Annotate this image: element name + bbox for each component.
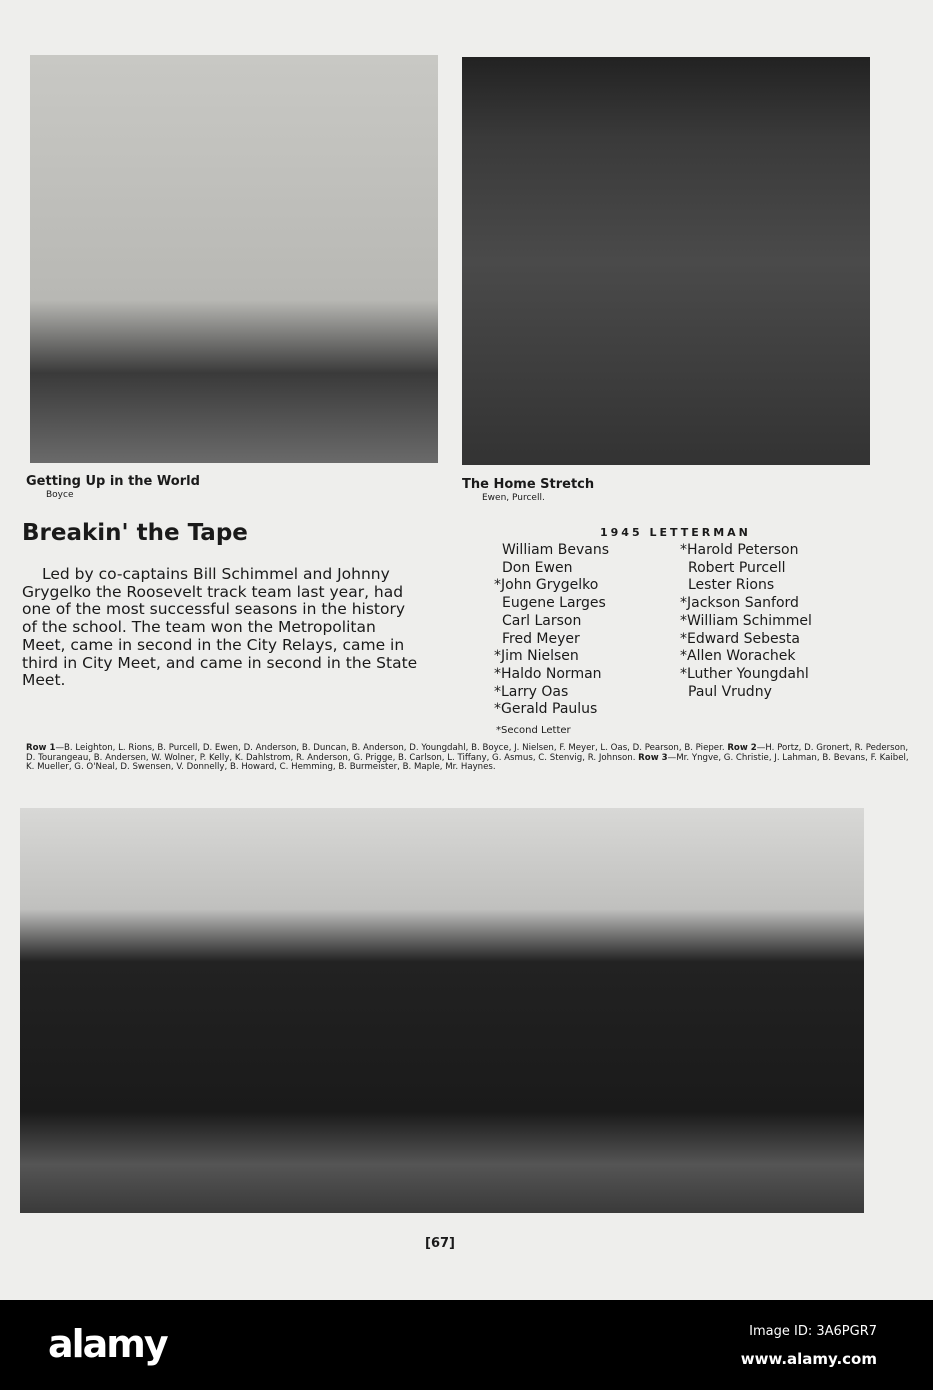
letterman-name: *William Schimmel [680, 612, 812, 629]
letterman-name: *Luther Youngdahl [680, 665, 809, 682]
letterman-name: *Edward Sebesta [680, 630, 800, 647]
row-names: —Mr. Yngve, G. Christie, J. Lahman, B. Bevans, F. Kaibel, K. Mueller, G. O'Neal, D. Swensen, V. Donnelly, B. Howard, C. Hemming, B. Burmeister, B. Maple, Mr. Haynes. [26, 752, 909, 772]
home-stretch-photo [462, 57, 870, 465]
letterman-name: *Allen Worachek [680, 648, 796, 665]
photo-credit: Ewen, Purcell. [482, 493, 545, 503]
letterman-name: *Larry Oas [494, 683, 569, 700]
letterman-name: *Harold Peterson [680, 542, 799, 558]
image-id: Image ID: 3A6PGR7 [749, 1324, 877, 1339]
article-body: Led by co-captains Bill Schimmel and Johnny Grygelko the Roosevelt track team last year, had one of the most successful seasons in the history of the school. The team won the Metropolitan Meet, came in second in the City Relays, came in third in City Meet, and came in second in the State Meet. [22, 565, 418, 690]
letterman-column-1 [490, 542, 609, 719]
photo-caption: Getting Up in the World [26, 474, 200, 489]
article-title: Breakin' the Tape [22, 520, 248, 546]
letterman-column-2 [680, 542, 812, 701]
letterman-name: *Jackson Sanford [680, 595, 799, 612]
watermark-strip [0, 1300, 933, 1390]
letterman-name: Lester Rions [688, 577, 775, 594]
letterman-name: William Bevans [502, 542, 610, 558]
alamy-logo: alamy [48, 1322, 167, 1366]
row-label: Row 2 [727, 743, 757, 753]
page-number: [67] [425, 1236, 455, 1251]
letterman-name: Eugene Larges [502, 595, 606, 612]
letterman-name: *Haldo Norman [494, 665, 602, 682]
letterman-name: Paul Vrudny [688, 683, 772, 700]
row-names: —B. Leighton, L. Rions, B. Purcell, D. Ewen, D. Anderson, B. Duncan, B. Anderson, D. Youngdahl, B. Boyce, J. Nielsen, F. Meyer, L. Oas, D. Pearson, B. Pieper. [55, 743, 725, 753]
letterman-name: *Gerald Paulus [494, 701, 598, 718]
letterman-name: Fred Meyer [502, 630, 580, 647]
row-label: Row 3 [638, 752, 668, 763]
photo-credit: Boyce [46, 490, 74, 500]
letterman-heading: 1945 LETTERMAN [600, 526, 751, 539]
letterman-name: *John Grygelko [494, 577, 599, 594]
letterman-name: Robert Purcell [688, 559, 786, 576]
pole-vault-photo [30, 55, 438, 463]
letterman-name: Don Ewen [502, 559, 573, 576]
letterman-name: *Jim Nielsen [494, 648, 579, 665]
team-photo [20, 808, 864, 1213]
letterman-name: Carl Larson [502, 612, 582, 629]
row-names: —H. Portz, D. Gronert, R. Pederson, D. Tourangeau, B. Andersen, W. Wolner, P. Kelly, K. Dahlstrom, R. Anderson, G. Prigge, B. Carlson, L. Tiffany, G. Asmus, C. Stenvig, R. Johnson. [26, 743, 909, 763]
photo-caption: The Home Stretch [462, 477, 595, 492]
second-letter-note: *Second Letter [496, 725, 571, 736]
site-url: www.alamy.com [740, 1350, 877, 1368]
team-photo-names [26, 744, 916, 773]
row-label: Row 1 [26, 743, 56, 753]
